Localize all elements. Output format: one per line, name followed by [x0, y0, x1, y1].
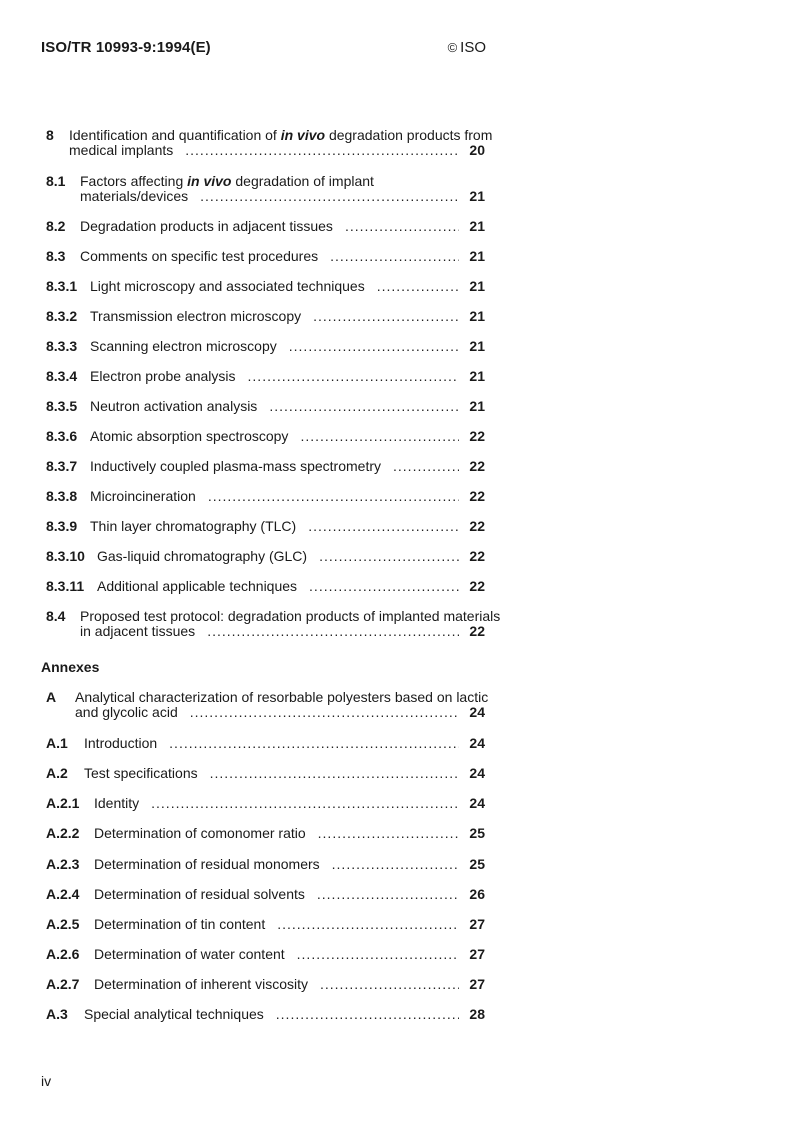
section-title: [97, 549, 307, 564]
dot-leader: [332, 857, 459, 872]
title-text: degradation products from: [325, 127, 493, 143]
title-text: Determination of water content: [94, 946, 285, 962]
section-number: A.2.2: [46, 825, 80, 841]
page-number: iv: [41, 1073, 52, 1089]
toc-entry: [46, 519, 485, 534]
title-emphasis: in vivo: [187, 173, 232, 189]
toc-entry: [46, 917, 485, 932]
page-ref: 21: [469, 248, 485, 264]
toc-entry: [46, 736, 485, 751]
section-title: [80, 249, 318, 264]
toc-entry: [46, 549, 485, 564]
section-title: [75, 705, 178, 720]
section-title: [69, 128, 492, 143]
page-ref: 22: [469, 428, 485, 444]
section-number: A.1: [46, 735, 68, 751]
title-text: Analytical characterization of resorbable polyesters based on lactic: [75, 689, 489, 705]
dot-leader: [208, 489, 459, 504]
section-title: [90, 459, 381, 474]
page-ref: 25: [469, 825, 485, 841]
section-number: 8.3.11: [46, 578, 85, 594]
page-ref: 28: [469, 1006, 485, 1022]
toc-entry: [46, 579, 485, 594]
toc-entry: [46, 399, 485, 414]
page-ref: 22: [469, 623, 485, 639]
section-number: A: [46, 689, 57, 705]
section-title: [80, 624, 195, 639]
dot-leader: [313, 309, 459, 324]
toc-entry: [46, 689, 489, 720]
section-number: 8.2: [46, 218, 66, 234]
page-header: [41, 39, 486, 59]
dot-leader: [297, 947, 459, 962]
section-number: A.2.7: [46, 976, 80, 992]
title-text: Neutron activation analysis: [90, 398, 258, 414]
title-text: Microincineration: [90, 488, 196, 504]
page-ref: 21: [469, 188, 485, 204]
toc-entry: [46, 766, 485, 781]
section-title: [84, 1007, 264, 1022]
toc-entry: [46, 174, 485, 204]
title-text: Determination of residual monomers: [94, 856, 320, 872]
title-text: Transmission electron microscopy: [90, 308, 302, 324]
section-title: [84, 736, 157, 751]
toc-entry: [46, 796, 485, 811]
annexes-heading: Annexes: [41, 659, 100, 675]
section-title: [94, 977, 308, 992]
dot-leader: [345, 219, 459, 234]
copyright-notice: [448, 39, 486, 56]
title-text: degradation of implant: [231, 173, 374, 189]
toc-entry: [46, 369, 485, 384]
title-text: Gas-liquid chromatography (GLC): [97, 548, 308, 564]
title-text: Introduction: [84, 735, 158, 751]
dot-leader: [269, 399, 459, 414]
page-ref: 24: [469, 704, 485, 720]
section-title: [97, 579, 297, 594]
section-title: [90, 339, 277, 354]
section-number: 8.4: [46, 608, 66, 624]
section-number: 8.3: [46, 248, 66, 264]
title-text: in adjacent tissues: [80, 623, 196, 639]
toc-entry: [46, 1007, 485, 1022]
dot-leader: [300, 429, 459, 444]
section-title: [90, 399, 257, 414]
page-ref: 27: [469, 946, 485, 962]
toc-entry: [46, 429, 485, 444]
page-ref: 21: [469, 368, 485, 384]
page-ref: 21: [469, 218, 485, 234]
section-number: 8.3.8: [46, 488, 78, 504]
section-number: 8.3.5: [46, 398, 78, 414]
page-ref: 27: [469, 916, 485, 932]
page-ref: 21: [469, 338, 485, 354]
dot-leader: [169, 736, 459, 751]
section-number: A.2: [46, 765, 68, 781]
copyright-owner: ISO: [460, 39, 486, 56]
toc-entry: [46, 857, 485, 872]
title-text: Comments on specific test procedures: [80, 248, 319, 264]
title-text: Proposed test protocol: degradation products of implanted materials: [80, 608, 501, 624]
section-title: [94, 947, 285, 962]
section-title: [94, 917, 265, 932]
section-title: [94, 826, 306, 841]
toc-entry: [46, 459, 485, 474]
title-text: Factors affecting: [80, 173, 188, 189]
section-title: [80, 609, 500, 624]
page-ref: 22: [469, 518, 485, 534]
page-ref: 24: [469, 795, 485, 811]
title-text: Identification and quantification of: [69, 127, 281, 143]
dot-leader: [308, 519, 459, 534]
section-title: [69, 143, 173, 158]
page-ref: 26: [469, 886, 485, 902]
dot-leader: [309, 579, 459, 594]
section-title: [84, 766, 198, 781]
section-title: [90, 309, 301, 324]
section-number: 8.3.3: [46, 338, 78, 354]
section-number: 8.3.9: [46, 518, 78, 534]
section-title: [90, 519, 296, 534]
page-ref: 21: [469, 278, 485, 294]
section-number: A.2.1: [46, 795, 80, 811]
section-title: [80, 174, 374, 189]
section-title: [80, 219, 333, 234]
section-number: 8.3.6: [46, 428, 78, 444]
toc-entry: [46, 887, 485, 902]
section-number: A.2.6: [46, 946, 80, 962]
dot-leader: [151, 796, 459, 811]
section-number: A.3: [46, 1006, 68, 1022]
section-title: [94, 796, 139, 811]
page-ref: 21: [469, 398, 485, 414]
dot-leader: [330, 249, 459, 264]
dot-leader: [393, 459, 459, 474]
dot-leader: [377, 279, 459, 294]
toc-entry: [46, 339, 485, 354]
copyright-icon: ©: [447, 40, 458, 55]
title-text: Identity: [94, 795, 140, 811]
dot-leader: [185, 143, 459, 158]
dot-leader: [210, 766, 459, 781]
title-text: Atomic absorption spectroscopy: [90, 428, 289, 444]
section-title: [90, 429, 288, 444]
title-text: Determination of residual solvents: [94, 886, 305, 902]
page-ref: 22: [469, 578, 485, 594]
title-text: Determination of inherent viscosity: [94, 976, 308, 992]
title-text: Electron probe analysis: [90, 368, 236, 384]
title-text: Scanning electron microscopy: [90, 338, 277, 354]
title-text: Determination of tin content: [94, 916, 266, 932]
dot-leader: [277, 917, 459, 932]
page-ref: 27: [469, 976, 485, 992]
title-text: and glycolic acid: [75, 704, 178, 720]
title-text: Inductively coupled plasma-mass spectrometry: [90, 458, 382, 474]
toc-entry: [46, 947, 485, 962]
section-title: [90, 279, 365, 294]
section-title: [90, 369, 236, 384]
page-ref: 24: [469, 765, 485, 781]
section-number: A.2.5: [46, 916, 80, 932]
dot-leader: [200, 189, 459, 204]
page-ref: 24: [469, 735, 485, 751]
toc-entry: [46, 219, 485, 234]
dot-leader: [207, 624, 459, 639]
page-ref: 21: [469, 308, 485, 324]
toc-entry: [46, 826, 485, 841]
page-ref: 22: [469, 548, 485, 564]
section-number: A.2.4: [46, 886, 80, 902]
section-title: [80, 189, 188, 204]
section-number: 8: [46, 127, 54, 143]
toc-entry: [46, 127, 493, 158]
section-title: [94, 887, 305, 902]
page-ref: 25: [469, 856, 485, 872]
toc-entry: [46, 249, 485, 264]
page-ref: 22: [469, 488, 485, 504]
toc-entry: [46, 608, 501, 639]
dot-leader: [318, 826, 459, 841]
dot-leader: [289, 339, 459, 354]
page-ref: 22: [469, 458, 485, 474]
section-number: A.2.3: [46, 856, 80, 872]
section-number: 8.3.4: [46, 368, 78, 384]
document-id: ISO/TR 10993-9:1994(E): [41, 39, 211, 56]
section-number: 8.3.10: [46, 548, 85, 564]
title-text: Thin layer chromatography (TLC): [90, 518, 297, 534]
toc-entry: [46, 489, 485, 504]
dot-leader: [319, 549, 459, 564]
section-number: 8.3.7: [46, 458, 78, 474]
toc-entry: [46, 279, 485, 294]
title-text: Determination of comonomer ratio: [94, 825, 306, 841]
title-text: Light microscopy and associated techniques: [90, 278, 365, 294]
section-title: [94, 857, 320, 872]
dot-leader: [248, 369, 459, 384]
title-text: materials/devices: [80, 188, 189, 204]
section-number: 8.1: [46, 173, 66, 189]
section-number: 8.3.2: [46, 308, 78, 324]
section-title: [75, 690, 488, 705]
title-text: Special analytical techniques: [84, 1006, 264, 1022]
section-number: 8.3.1: [46, 278, 78, 294]
dot-leader: [276, 1007, 459, 1022]
title-text: Test specifications: [84, 765, 198, 781]
dot-leader: [320, 977, 459, 992]
page-ref: 20: [469, 142, 485, 158]
toc-entry: [46, 977, 485, 992]
section-title: [90, 489, 196, 504]
title-text: Degradation products in adjacent tissues: [80, 218, 333, 234]
title-emphasis: in vivo: [280, 127, 326, 143]
dot-leader: [190, 705, 459, 720]
dot-leader: [317, 887, 459, 902]
title-text: medical implants: [69, 142, 174, 158]
toc-entry: [46, 309, 485, 324]
title-text: Additional applicable techniques: [97, 578, 298, 594]
